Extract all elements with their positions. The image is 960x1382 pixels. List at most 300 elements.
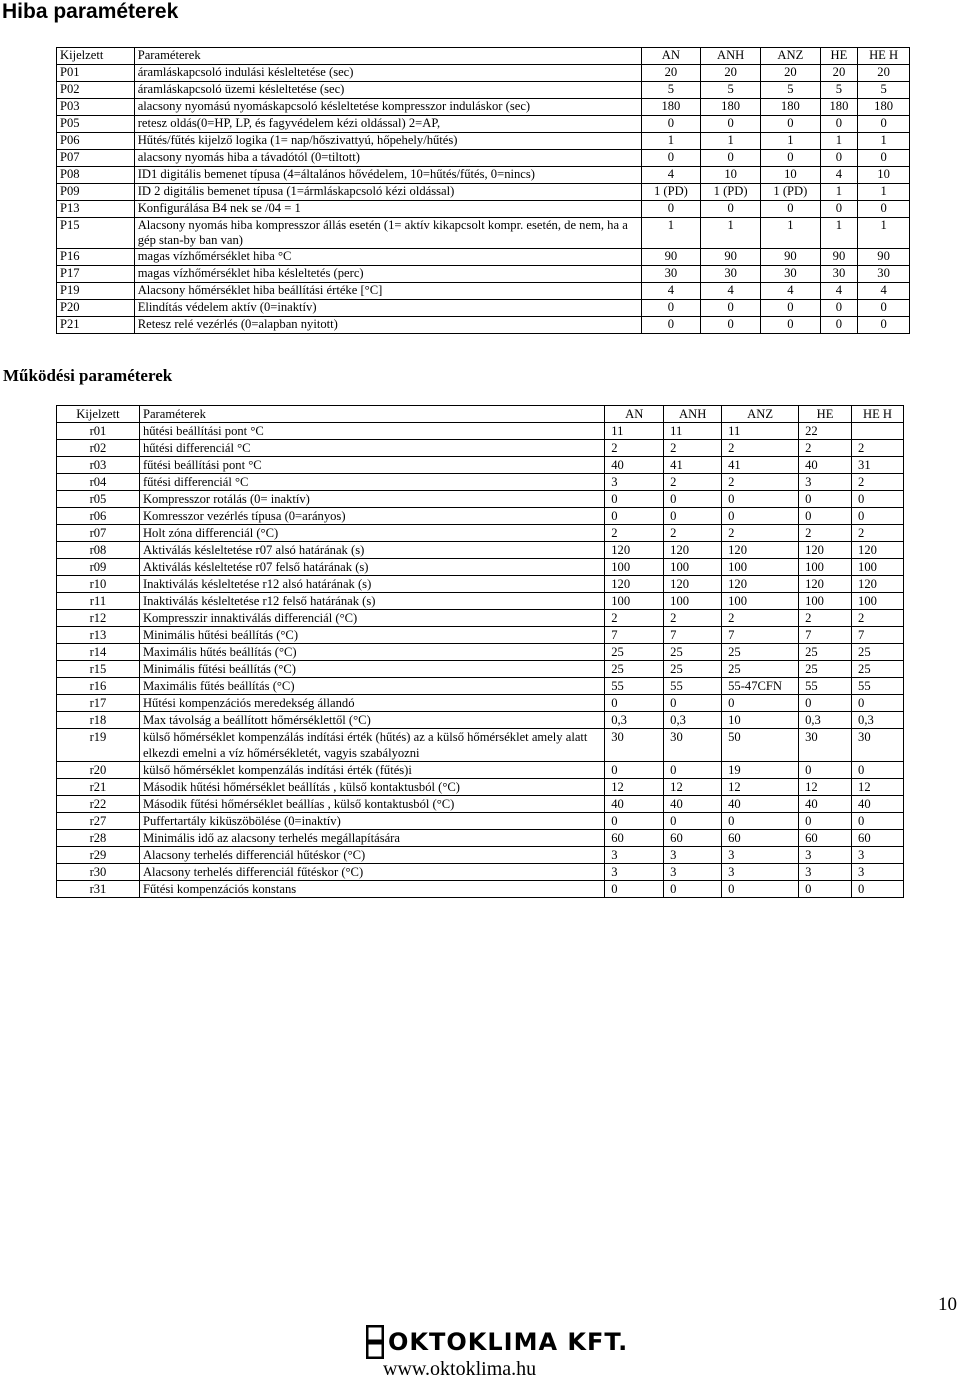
value-cell: 0 bbox=[761, 116, 821, 133]
description-cell: alacsony nyomású nyomáskapcsoló késleltetése kompresszor induláskor (sec) bbox=[134, 99, 641, 116]
value-cell: 60 bbox=[852, 830, 904, 847]
value-cell: 55 bbox=[605, 678, 664, 695]
value-cell: 2 bbox=[799, 525, 852, 542]
value-cell: 30 bbox=[761, 266, 821, 283]
error-parameters-table bbox=[56, 47, 910, 334]
table-row bbox=[57, 65, 910, 82]
value-cell bbox=[852, 423, 904, 440]
value-cell: 2 bbox=[664, 525, 722, 542]
value-cell: 60 bbox=[605, 830, 664, 847]
value-cell: 25 bbox=[664, 644, 722, 661]
value-cell: 0,3 bbox=[605, 712, 664, 729]
value-cell: 0 bbox=[761, 317, 821, 334]
value-cell: 0 bbox=[641, 116, 701, 133]
value-cell: 120 bbox=[664, 576, 722, 593]
value-cell: 0 bbox=[664, 813, 722, 830]
header-cell: HE bbox=[820, 48, 857, 65]
value-cell: 0 bbox=[605, 762, 664, 779]
value-cell: 120 bbox=[852, 542, 904, 559]
code-cell: r04 bbox=[57, 474, 140, 491]
code-cell: r05 bbox=[57, 491, 140, 508]
value-cell: 12 bbox=[605, 779, 664, 796]
value-cell: 11 bbox=[664, 423, 722, 440]
value-cell: 40 bbox=[722, 796, 799, 813]
value-cell: 100 bbox=[664, 593, 722, 610]
table-row bbox=[57, 423, 904, 440]
table-row bbox=[57, 283, 910, 300]
code-cell: r17 bbox=[57, 695, 140, 712]
value-cell: 0 bbox=[701, 317, 761, 334]
value-cell: 0 bbox=[664, 695, 722, 712]
code-cell: r06 bbox=[57, 508, 140, 525]
description-cell: áramláskapcsoló üzemi késleltetése (sec) bbox=[134, 82, 641, 99]
value-cell: 30 bbox=[664, 729, 722, 762]
value-cell: 5 bbox=[761, 82, 821, 99]
value-cell: 2 bbox=[722, 440, 799, 457]
value-cell: 5 bbox=[858, 82, 910, 99]
description-cell: Maximális fűtés beállítás (°C) bbox=[139, 678, 604, 695]
value-cell: 22 bbox=[799, 423, 852, 440]
code-cell: r03 bbox=[57, 457, 140, 474]
code-cell: P06 bbox=[57, 133, 135, 150]
value-cell: 0 bbox=[852, 762, 904, 779]
table-row bbox=[57, 457, 904, 474]
description-cell: Inaktiválás késleltetése r12 felső határának (s) bbox=[139, 593, 604, 610]
description-cell: Inaktiválás késleltetése r12 alsó határának (s) bbox=[139, 576, 604, 593]
table-row bbox=[57, 525, 904, 542]
header-cell: Kijelzett bbox=[57, 406, 140, 423]
value-cell: 1 bbox=[701, 218, 761, 249]
value-cell: 20 bbox=[858, 65, 910, 82]
code-cell: P03 bbox=[57, 99, 135, 116]
header-cell: AN bbox=[605, 406, 664, 423]
value-cell: 0 bbox=[605, 813, 664, 830]
value-cell: 1 bbox=[641, 218, 701, 249]
code-cell: r13 bbox=[57, 627, 140, 644]
table-row bbox=[57, 813, 904, 830]
value-cell: 0 bbox=[605, 508, 664, 525]
value-cell: 25 bbox=[664, 661, 722, 678]
table-row bbox=[57, 695, 904, 712]
value-cell: 100 bbox=[852, 559, 904, 576]
value-cell: 41 bbox=[722, 457, 799, 474]
value-cell: 100 bbox=[605, 559, 664, 576]
table-row bbox=[57, 116, 910, 133]
description-cell: Aktiválás késleltetése r07 felső határának (s) bbox=[139, 559, 604, 576]
code-cell: P08 bbox=[57, 167, 135, 184]
value-cell: 0 bbox=[664, 491, 722, 508]
value-cell: 0 bbox=[722, 813, 799, 830]
code-cell: P05 bbox=[57, 116, 135, 133]
table-row bbox=[57, 542, 904, 559]
value-cell: 90 bbox=[641, 249, 701, 266]
value-cell: 5 bbox=[701, 82, 761, 99]
description-cell: Második fűtési hőmérséklet beállías , külső kontaktusból (°C) bbox=[139, 796, 604, 813]
value-cell: 12 bbox=[722, 779, 799, 796]
value-cell: 50 bbox=[722, 729, 799, 762]
code-cell: r11 bbox=[57, 593, 140, 610]
value-cell: 5 bbox=[820, 82, 857, 99]
value-cell: 2 bbox=[605, 440, 664, 457]
table-row bbox=[57, 218, 910, 249]
table-row bbox=[57, 627, 904, 644]
value-cell: 3 bbox=[852, 847, 904, 864]
value-cell: 40 bbox=[799, 457, 852, 474]
value-cell: 180 bbox=[701, 99, 761, 116]
header-cell: AN bbox=[641, 48, 701, 65]
header-cell: HE H bbox=[858, 48, 910, 65]
table-row bbox=[57, 729, 904, 762]
table-row bbox=[57, 576, 904, 593]
table-row bbox=[57, 559, 904, 576]
value-cell: 180 bbox=[858, 99, 910, 116]
value-cell: 4 bbox=[820, 283, 857, 300]
value-cell: 30 bbox=[605, 729, 664, 762]
value-cell: 3 bbox=[799, 864, 852, 881]
code-cell: r07 bbox=[57, 525, 140, 542]
operating-parameters-table bbox=[56, 405, 904, 898]
value-cell: 0 bbox=[852, 695, 904, 712]
value-cell: 0 bbox=[799, 491, 852, 508]
value-cell: 0 bbox=[858, 317, 910, 334]
description-cell: alacsony nyomás hiba a távadótól (0=tiltott) bbox=[134, 150, 641, 167]
value-cell: 0 bbox=[852, 881, 904, 898]
value-cell: 3 bbox=[664, 864, 722, 881]
page-number: 10 bbox=[938, 1294, 957, 1315]
value-cell: 2 bbox=[722, 474, 799, 491]
value-cell: 1 (PD) bbox=[641, 184, 701, 201]
code-cell: r20 bbox=[57, 762, 140, 779]
value-cell: 20 bbox=[701, 65, 761, 82]
description-cell: fűtési beállítási pont °C bbox=[139, 457, 604, 474]
code-cell: r10 bbox=[57, 576, 140, 593]
value-cell: 0 bbox=[820, 201, 857, 218]
description-cell: Retesz relé vezérlés (0=alapban nyitott) bbox=[134, 317, 641, 334]
code-cell: r18 bbox=[57, 712, 140, 729]
value-cell: 3 bbox=[664, 847, 722, 864]
company-logo bbox=[366, 1322, 628, 1362]
value-cell: 2 bbox=[664, 440, 722, 457]
section-title-operating-params: Működési paraméterek bbox=[3, 366, 173, 385]
value-cell: 0 bbox=[852, 813, 904, 830]
value-cell: 0 bbox=[799, 695, 852, 712]
code-cell: r29 bbox=[57, 847, 140, 864]
value-cell: 12 bbox=[852, 779, 904, 796]
code-cell: r21 bbox=[57, 779, 140, 796]
value-cell: 60 bbox=[799, 830, 852, 847]
description-cell: hűtési beállítási pont °C bbox=[139, 423, 604, 440]
value-cell: 100 bbox=[799, 559, 852, 576]
value-cell: 3 bbox=[605, 864, 664, 881]
value-cell: 0 bbox=[664, 762, 722, 779]
value-cell: 0 bbox=[641, 150, 701, 167]
value-cell: 0 bbox=[858, 201, 910, 218]
value-cell: 0 bbox=[820, 116, 857, 133]
value-cell: 2 bbox=[799, 610, 852, 627]
value-cell: 4 bbox=[858, 283, 910, 300]
value-cell: 30 bbox=[641, 266, 701, 283]
value-cell: 0 bbox=[722, 491, 799, 508]
table-row bbox=[57, 184, 910, 201]
website-url[interactable]: www.oktoklima.hu bbox=[383, 1358, 537, 1380]
code-cell: P15 bbox=[57, 218, 135, 249]
code-cell: P19 bbox=[57, 283, 135, 300]
value-cell: 3 bbox=[605, 847, 664, 864]
header-cell: ANH bbox=[664, 406, 722, 423]
value-cell: 2 bbox=[664, 474, 722, 491]
value-cell: 10 bbox=[761, 167, 821, 184]
value-cell: 90 bbox=[820, 249, 857, 266]
code-cell: r28 bbox=[57, 830, 140, 847]
description-cell: Második hűtési hőmérséklet beállítás , külső kontaktusból (°C) bbox=[139, 779, 604, 796]
code-cell: P09 bbox=[57, 184, 135, 201]
table-row bbox=[57, 133, 910, 150]
description-cell: Minimális hűtési beállítás (°C) bbox=[139, 627, 604, 644]
value-cell: 20 bbox=[641, 65, 701, 82]
table-row bbox=[57, 150, 910, 167]
value-cell: 120 bbox=[605, 542, 664, 559]
value-cell: 0 bbox=[722, 508, 799, 525]
code-cell: r19 bbox=[57, 729, 140, 762]
description-cell: ID1 digitális bemenet típusa (4=általános hővédelem, 10=hűtés/fűtés, 0=nincs) bbox=[134, 167, 641, 184]
value-cell: 7 bbox=[852, 627, 904, 644]
value-cell: 30 bbox=[701, 266, 761, 283]
value-cell: 100 bbox=[852, 593, 904, 610]
value-cell: 3 bbox=[722, 847, 799, 864]
table-row bbox=[57, 661, 904, 678]
table-row bbox=[57, 508, 904, 525]
description-cell: magas vízhőmérséklet hiba °C bbox=[134, 249, 641, 266]
value-cell: 12 bbox=[664, 779, 722, 796]
value-cell: 0 bbox=[858, 150, 910, 167]
value-cell: 31 bbox=[852, 457, 904, 474]
description-cell: Alacsony hőmérséklet hiba beállítási értéke [°C] bbox=[134, 283, 641, 300]
description-cell: Elindítás védelem aktív (0=inaktív) bbox=[134, 300, 641, 317]
value-cell: 100 bbox=[722, 559, 799, 576]
value-cell: 1 bbox=[641, 133, 701, 150]
value-cell: 25 bbox=[605, 661, 664, 678]
value-cell: 30 bbox=[858, 266, 910, 283]
description-cell: Max távolság a beállított hőmérséklettől (°C) bbox=[139, 712, 604, 729]
value-cell: 0 bbox=[820, 150, 857, 167]
value-cell: 7 bbox=[605, 627, 664, 644]
code-cell: r27 bbox=[57, 813, 140, 830]
value-cell: 30 bbox=[820, 266, 857, 283]
code-cell: P01 bbox=[57, 65, 135, 82]
value-cell: 30 bbox=[799, 729, 852, 762]
code-cell: r08 bbox=[57, 542, 140, 559]
description-cell: Minimális fűtési beállítás (°C) bbox=[139, 661, 604, 678]
value-cell: 55-47CFN bbox=[722, 678, 799, 695]
value-cell: 120 bbox=[799, 542, 852, 559]
value-cell: 10 bbox=[722, 712, 799, 729]
value-cell: 2 bbox=[852, 525, 904, 542]
value-cell: 25 bbox=[852, 644, 904, 661]
table-row bbox=[57, 847, 904, 864]
value-cell: 0 bbox=[761, 300, 821, 317]
value-cell: 1 bbox=[761, 133, 821, 150]
logo-text: OKTOKLIMA KFT. bbox=[388, 1328, 629, 1356]
value-cell: 1 (PD) bbox=[761, 184, 821, 201]
description-cell: külső hőmérséklet kompenzálás indítási érték (hűtés) az a külső hőmérséklet amely alatt elkezdi emelni a víz hőmérsékletét, vagyis szabályozni bbox=[139, 729, 604, 762]
table-row bbox=[57, 796, 904, 813]
value-cell: 1 bbox=[820, 133, 857, 150]
header-cell: ANH bbox=[701, 48, 761, 65]
table-row bbox=[57, 300, 910, 317]
code-cell: P13 bbox=[57, 201, 135, 218]
value-cell: 0 bbox=[701, 300, 761, 317]
description-cell: hűtési differenciál °C bbox=[139, 440, 604, 457]
value-cell: 180 bbox=[641, 99, 701, 116]
description-cell: Fűtési kompenzációs konstans bbox=[139, 881, 604, 898]
value-cell: 2 bbox=[722, 610, 799, 627]
value-cell: 1 (PD) bbox=[701, 184, 761, 201]
table-row bbox=[57, 864, 904, 881]
header-cell: HE H bbox=[852, 406, 904, 423]
value-cell: 4 bbox=[641, 283, 701, 300]
value-cell: 60 bbox=[722, 830, 799, 847]
table-row bbox=[57, 266, 910, 283]
value-cell: 2 bbox=[852, 610, 904, 627]
value-cell: 11 bbox=[605, 423, 664, 440]
value-cell: 2 bbox=[664, 610, 722, 627]
value-cell: 0,3 bbox=[852, 712, 904, 729]
value-cell: 120 bbox=[722, 542, 799, 559]
table-row bbox=[57, 167, 910, 184]
table-row bbox=[57, 201, 910, 218]
value-cell: 25 bbox=[722, 661, 799, 678]
value-cell: 1 bbox=[858, 218, 910, 249]
value-cell: 55 bbox=[664, 678, 722, 695]
value-cell: 0 bbox=[761, 201, 821, 218]
table-row bbox=[57, 440, 904, 457]
value-cell: 120 bbox=[722, 576, 799, 593]
description-cell: Puffertartály kiküszöbölése (0=inaktív) bbox=[139, 813, 604, 830]
description-cell: fűtési differenciál °C bbox=[139, 474, 604, 491]
value-cell: 0 bbox=[722, 695, 799, 712]
table-row bbox=[57, 881, 904, 898]
table-row bbox=[57, 317, 910, 334]
value-cell: 1 bbox=[858, 133, 910, 150]
value-cell: 3 bbox=[799, 474, 852, 491]
value-cell: 120 bbox=[799, 576, 852, 593]
description-cell: külső hőmérséklet kompenzálás indítási érték (fűtés)i bbox=[139, 762, 604, 779]
value-cell: 1 bbox=[761, 218, 821, 249]
value-cell: 10 bbox=[701, 167, 761, 184]
logo-eight-icon bbox=[366, 1325, 384, 1359]
description-cell: Maximális hűtés beállítás (°C) bbox=[139, 644, 604, 661]
description-cell: Kompresszor rotálás (0= inaktív) bbox=[139, 491, 604, 508]
table-row bbox=[57, 474, 904, 491]
description-cell: Alacsony nyomás hiba kompresszor állás esetén (1= aktív kikapcsolt kompr. esetén, de nem, ha a gép stan-by ban van) bbox=[134, 218, 641, 249]
value-cell: 19 bbox=[722, 762, 799, 779]
code-cell: r14 bbox=[57, 644, 140, 661]
value-cell: 25 bbox=[799, 644, 852, 661]
value-cell: 0 bbox=[701, 201, 761, 218]
section-title-error-params: Hiba paraméterek bbox=[2, 0, 179, 23]
value-cell: 0 bbox=[605, 695, 664, 712]
value-cell: 5 bbox=[641, 82, 701, 99]
value-cell: 1 bbox=[858, 184, 910, 201]
value-cell: 1 bbox=[701, 133, 761, 150]
value-cell: 0 bbox=[799, 508, 852, 525]
code-cell: r30 bbox=[57, 864, 140, 881]
table-row bbox=[57, 644, 904, 661]
value-cell: 4 bbox=[761, 283, 821, 300]
value-cell: 7 bbox=[799, 627, 852, 644]
value-cell: 0 bbox=[820, 300, 857, 317]
table-row bbox=[57, 779, 904, 796]
value-cell: 0 bbox=[722, 881, 799, 898]
header-cell: ANZ bbox=[722, 406, 799, 423]
value-cell: 1 bbox=[820, 184, 857, 201]
table-row bbox=[57, 712, 904, 729]
value-cell: 2 bbox=[605, 525, 664, 542]
description-cell: áramláskapcsoló indulási késleltetése (sec) bbox=[134, 65, 641, 82]
value-cell: 90 bbox=[761, 249, 821, 266]
value-cell: 100 bbox=[664, 559, 722, 576]
value-cell: 0 bbox=[799, 881, 852, 898]
code-cell: P21 bbox=[57, 317, 135, 334]
value-cell: 0,3 bbox=[799, 712, 852, 729]
value-cell: 25 bbox=[799, 661, 852, 678]
value-cell: 30 bbox=[852, 729, 904, 762]
description-cell: Minimális idő az alacsony terhelés megállapítására bbox=[139, 830, 604, 847]
code-cell: r16 bbox=[57, 678, 140, 695]
table-row bbox=[57, 593, 904, 610]
header-cell: Kijelzett bbox=[57, 48, 135, 65]
value-cell: 7 bbox=[664, 627, 722, 644]
header-cell: ANZ bbox=[761, 48, 821, 65]
code-cell: r12 bbox=[57, 610, 140, 627]
value-cell: 25 bbox=[852, 661, 904, 678]
description-cell: Aktiválás késleltetése r07 alsó határának (s) bbox=[139, 542, 604, 559]
description-cell: Holt zóna differenciál (°C) bbox=[139, 525, 604, 542]
value-cell: 41 bbox=[664, 457, 722, 474]
value-cell: 0 bbox=[701, 150, 761, 167]
value-cell: 180 bbox=[820, 99, 857, 116]
value-cell: 180 bbox=[761, 99, 821, 116]
value-cell: 0 bbox=[761, 150, 821, 167]
value-cell: 10 bbox=[858, 167, 910, 184]
value-cell: 60 bbox=[664, 830, 722, 847]
table-row bbox=[57, 82, 910, 99]
value-cell: 20 bbox=[761, 65, 821, 82]
value-cell: 100 bbox=[799, 593, 852, 610]
code-cell: r31 bbox=[57, 881, 140, 898]
value-cell: 3 bbox=[852, 864, 904, 881]
value-cell: 2 bbox=[852, 440, 904, 457]
value-cell: 0 bbox=[605, 881, 664, 898]
value-cell: 0 bbox=[664, 508, 722, 525]
code-cell: r22 bbox=[57, 796, 140, 813]
value-cell: 120 bbox=[852, 576, 904, 593]
value-cell: 0 bbox=[852, 491, 904, 508]
value-cell: 2 bbox=[722, 525, 799, 542]
value-cell: 40 bbox=[605, 457, 664, 474]
table-row bbox=[57, 678, 904, 695]
header-cell: HE bbox=[799, 406, 852, 423]
value-cell: 0 bbox=[799, 762, 852, 779]
code-cell: r15 bbox=[57, 661, 140, 678]
description-cell: Alacsony terhelés differenciál hűtéskor (°C) bbox=[139, 847, 604, 864]
description-cell: magas vízhőmérséklet hiba késleltetés (perc) bbox=[134, 266, 641, 283]
description-cell: ID 2 digitális bemenet típusa (1=ármláskapcsoló kézi oldással) bbox=[134, 184, 641, 201]
table-row bbox=[57, 99, 910, 116]
description-cell: Komresszor vezérlés típusa (0=arányos) bbox=[139, 508, 604, 525]
code-cell: P02 bbox=[57, 82, 135, 99]
value-cell: 3 bbox=[799, 847, 852, 864]
